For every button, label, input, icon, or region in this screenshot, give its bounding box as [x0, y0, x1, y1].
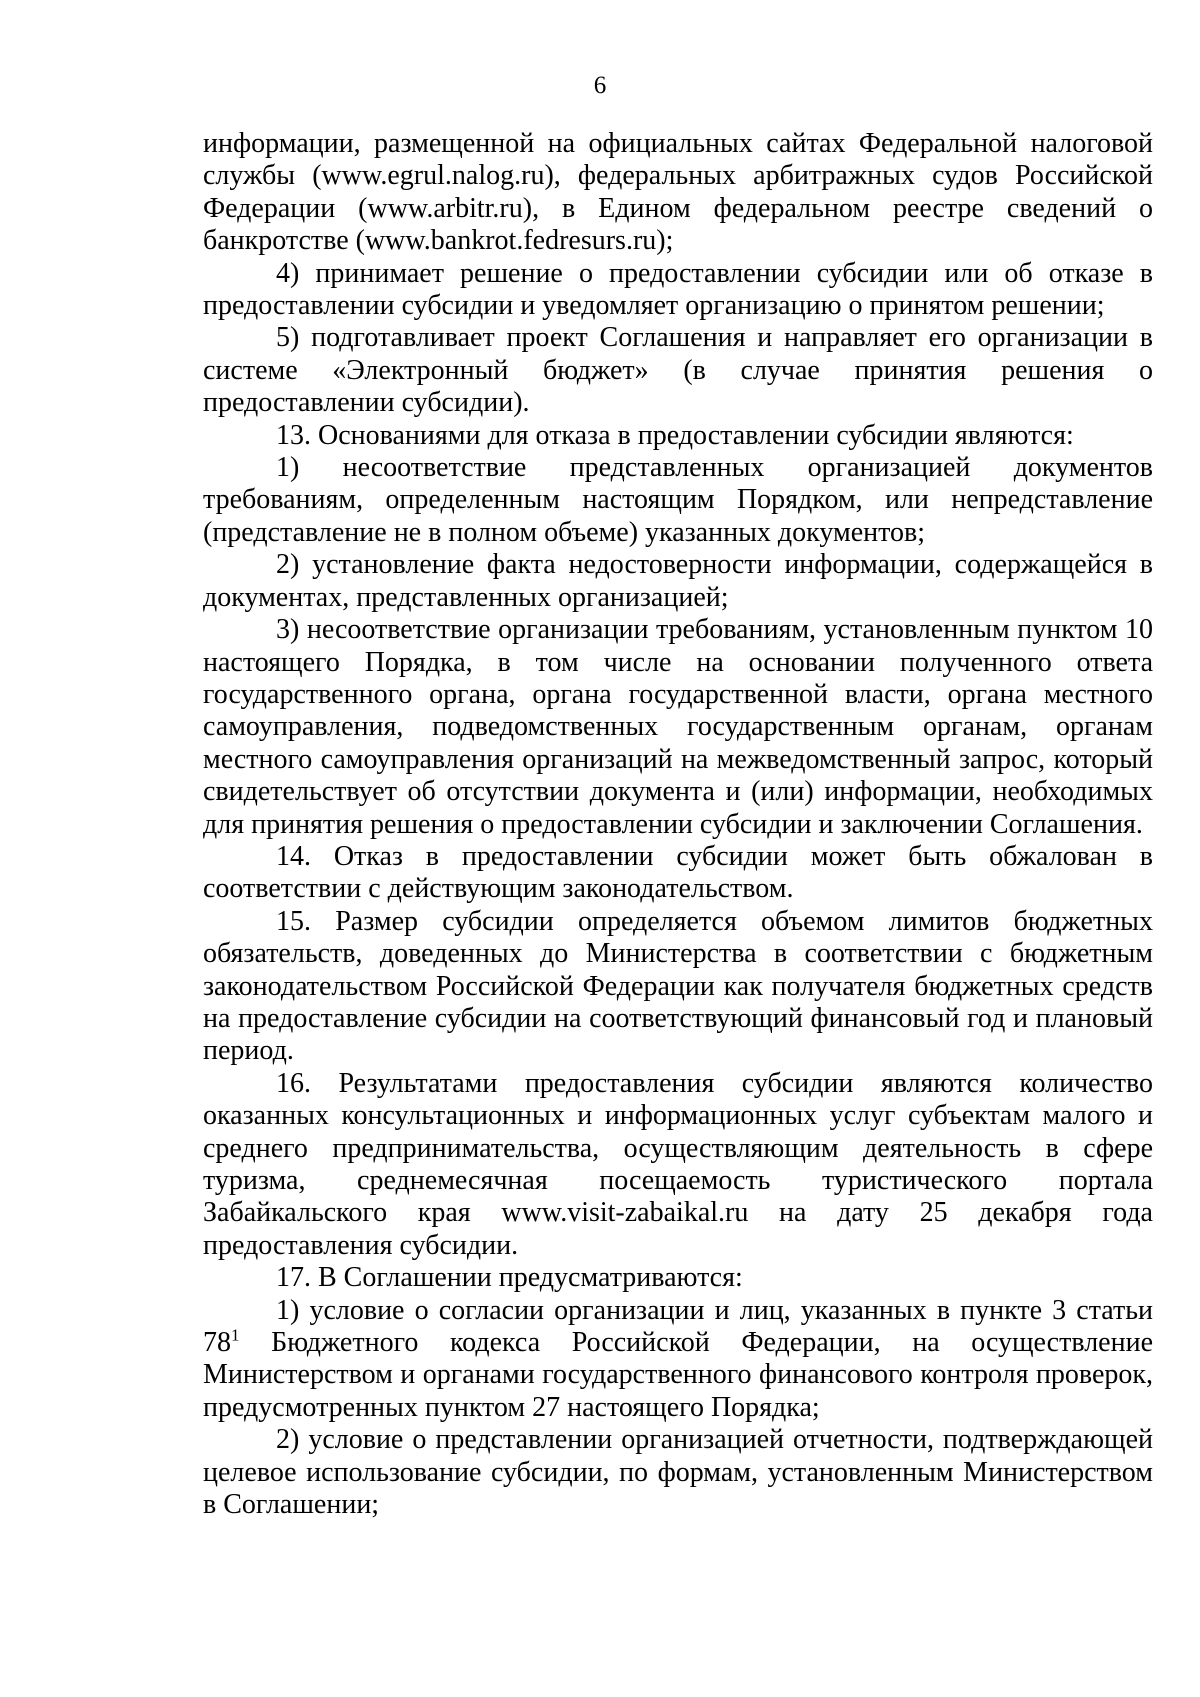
paragraph-13-item-3: 3) несоответствие организации требованиям, установленным пунктом 10 настоящего Порядка, в том числе на основании полученного ответа государственного органа, органа государственной власти, органа местного самоуправления, подведомственных государственным органам, органам местного самоуправления организаций на межведомственный запрос, который свидетельствует об отсутствии документа и (или) информации, необходимых для принятия решения о предоставлении субсидии и заключении Соглашения.: [203, 614, 1153, 840]
paragraph-continuation: информации, размещенной на официальных сайтах Федеральной налоговой службы (www.egrul.nalog.ru), федеральных арбитражных судов Российской Федерации (www.arbitr.ru), в Едином федеральном реестре сведений о банкротстве (www.bankrot.fedresurs.ru);: [203, 128, 1153, 257]
paragraph-17-item-1: [203, 1295, 1153, 1425]
paragraph-13-item-2: 2) установление факта недостоверности информации, содержащейся в документах, представленных организацией;: [203, 549, 1153, 613]
paragraph-section-14: 14. Отказ в предоставлении субсидии может быть обжалован в соответствии с действующим законодательством.: [203, 840, 1153, 905]
paragraph-17-item-2: 2) условие о представлении организацией отчетности, подтверждающей целевое использование субсидии, по формам, установленным Министерством в Соглашении;: [203, 1424, 1153, 1521]
document-body: [203, 128, 1153, 1521]
paragraph-17-item-1-text-before: 1) условие о согласии организации и лиц, указанных в пункте 3 статьи 78: [203, 1294, 1153, 1359]
page-number: 6: [593, 72, 607, 99]
paragraph-section-15: 15. Размер субсидии определяется объемом лимитов бюджетных обязательств, доведенных до Министерства в соответствии с бюджетным законодательством Российской Федерации как получателя бюджетных средств на предоставление субсидии на соответствующий финансовый год и плановый период.: [203, 905, 1153, 1067]
paragraph-17-item-1-text-after: Бюджетного кодекса Российской Федерации, на осуществление Министерством и органами государственного финансового контроля проверок, предусмотренных пунктом 27 настоящего Порядка;: [203, 1327, 1153, 1423]
paragraph-item-4: 4) принимает решение о предоставлении субсидии или об отказе в предоставлении субсидии и уведомляет организацию о принятом решении;: [203, 257, 1153, 322]
superscript: 1: [231, 1325, 240, 1345]
paragraph-section-13: 13. Основаниями для отказа в предоставлении субсидии являются:: [276, 419, 1074, 451]
paragraph-13-item-1: 1) несоответствие представленных организацией документов требованиям, определенным настоящим Порядком, или непредставление (представление не в полном объеме) указанных документов;: [203, 452, 1153, 548]
paragraph-section-16: 16. Результатами предоставления субсидии являются количество оказанных консультационных и информационных услуг субъектам малого и среднего предпринимательства, осуществляющим деятельность в сфере туризма, среднемесячная посещаемость туристического портала Забайкальского края www.visit-zabaikal.ru на дату 25 декабря года предоставления субсидии.: [203, 1067, 1153, 1261]
paragraph-item-5: 5) подготавливает проект Соглашения и направляет его организации в системе «Электронный бюджет» (в случае принятия решения о предоставлении субсидии).: [203, 322, 1153, 419]
paragraph-section-17: 17. В Соглашении предусматриваются:: [276, 1262, 743, 1294]
